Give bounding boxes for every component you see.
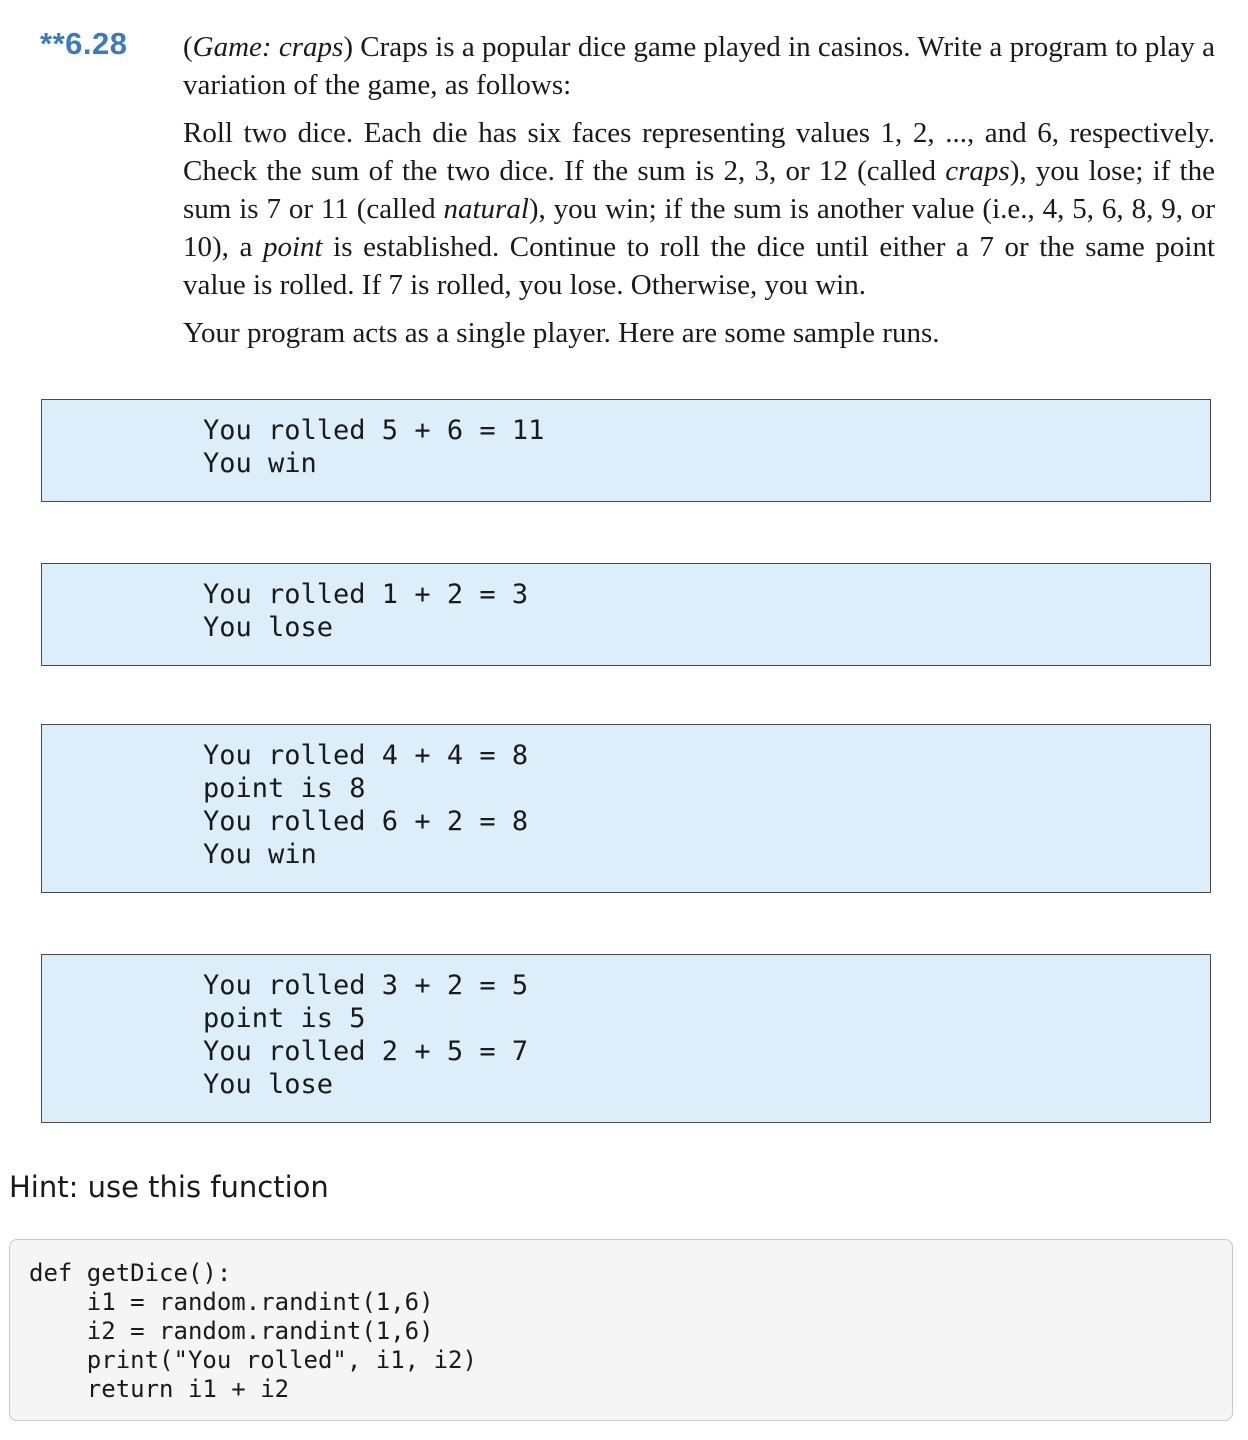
sample-run-output: You rolled 1 + 2 = 3 You lose: [203, 579, 529, 643]
hint-label: Hint: use this function: [9, 1170, 329, 1204]
sample-run-2: [41, 563, 1211, 666]
difficulty-stars: **: [40, 26, 66, 61]
hint-code: def getDice(): i1 = random.randint(1,6) i2 = random.randint(1,6) print("You rolled", i1, i2) return i1 + i2: [29, 1259, 477, 1403]
rules-text-3: ), you win; if the sum is another value (i.e., 4, 5, 6, 8, 9, or 10), a: [183, 193, 1215, 263]
problem-intro: (Game: craps) Craps is a popular dice game played in casinos. Write a program to play a variation of the game, as follows:: [183, 31, 1215, 101]
sample-run-output: You rolled 4 + 4 = 8 point is 8 You rolled 6 + 2 = 8 You win: [203, 740, 529, 870]
sample-run-output: You rolled 3 + 2 = 5 point is 5 You rolled 2 + 5 = 7 You lose: [203, 970, 529, 1100]
sample-run-3: [41, 724, 1211, 893]
hint-code-block: [9, 1239, 1233, 1421]
sample-run-4: [41, 954, 1211, 1123]
problem-intro-text: Craps is a popular dice game played in casinos. Write a program to play a variation of the game, as follows:: [183, 31, 1215, 101]
problem-rules: [183, 114, 1215, 304]
natural-term: natural: [443, 193, 529, 225]
rules-text-4: is established. Continue to roll the dice until either a 7 or the same point value is rolled. If 7 is rolled, you lose. Otherwise, you win.: [183, 231, 1215, 301]
problem-number-value: 6.28: [65, 26, 128, 61]
problem-statement: [183, 28, 1215, 352]
problem-closing: Your program acts as a single player. Here are some sample runs.: [183, 317, 940, 349]
point-term: point: [262, 231, 323, 263]
problem-title: Game: craps: [192, 31, 344, 63]
rules-text-2: ), you lose; if the sum is 7 or 11 (called: [183, 155, 1215, 225]
rules-text-1: Roll two dice. Each die has six faces representing values 1, 2, ..., and 6, respectively. Check the sum of the two dice. If the sum is 2, 3, or 12 (called: [183, 117, 1215, 187]
sample-run-output: You rolled 5 + 6 = 11 You win: [203, 415, 545, 479]
sample-run-1: [41, 399, 1211, 502]
craps-term: craps: [945, 155, 1010, 187]
problem-number: [40, 26, 127, 62]
